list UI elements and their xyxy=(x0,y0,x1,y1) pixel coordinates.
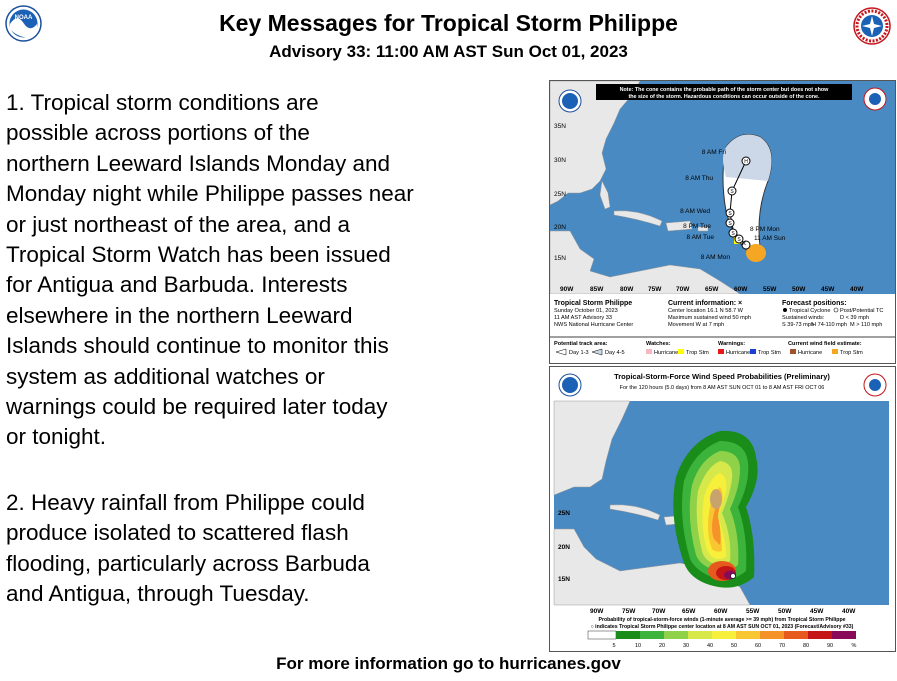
hurricane-warning-swatch xyxy=(718,349,724,354)
sustained-h: H 74-110 mph xyxy=(812,322,848,328)
lon-label: 40W xyxy=(842,608,856,615)
sustained-s: S 39-73 mph xyxy=(782,322,815,328)
ts-watch-label: Trop Stm xyxy=(686,350,709,356)
scale-label: 40 xyxy=(706,643,714,649)
message-line: system as additional watches or xyxy=(6,363,325,389)
scale-swatch xyxy=(616,631,640,639)
prob-title: Tropical-Storm-Force Wind Speed Probabilities (Preliminary) xyxy=(614,372,830,381)
message-line: 1. Tropical storm conditions are xyxy=(6,90,319,115)
warnings-label: Warnings: xyxy=(718,341,746,347)
forecast-positions-title: Forecast positions: xyxy=(782,300,847,307)
lon-label: 55W xyxy=(763,286,777,293)
scale-label: 80 xyxy=(802,643,810,649)
scale-label: 20 xyxy=(658,643,666,649)
scale-swatch xyxy=(664,631,688,639)
tc-symbol xyxy=(783,308,787,312)
message-line: northern Leeward Islands Monday and xyxy=(6,150,390,176)
current-position-marker: × xyxy=(741,239,747,248)
track-area-label: Potential track area: xyxy=(554,341,608,347)
storm-center-marker xyxy=(731,574,736,579)
lon-label: 65W xyxy=(705,286,719,293)
sustained-m: M > 110 mph xyxy=(850,322,883,328)
probability-scale xyxy=(588,631,856,639)
lon-label: 70W xyxy=(652,608,666,615)
track-label: 8 AM Thu xyxy=(685,175,713,182)
lon-label: 55W xyxy=(746,608,760,615)
wind-probability-graphic xyxy=(549,366,896,652)
message-line: or just northeast of the area, and a xyxy=(6,211,350,237)
lon-label: 60W xyxy=(734,286,748,293)
message-line: 2. Heavy rainfall from Philippe could xyxy=(6,490,365,515)
day13-label: Day 1-3 xyxy=(569,350,589,356)
hurricane-warning-label: Hurricane xyxy=(726,350,751,356)
storm-symbol: S xyxy=(731,231,735,237)
scale-label: 10 xyxy=(634,643,642,649)
message-line: and Antigua, through Tuesday. xyxy=(6,581,310,607)
ts-warning-label: Trop Stm xyxy=(758,350,781,356)
current-movement: Movement W at 7 mph xyxy=(668,322,725,328)
message-line: possible across portions of the xyxy=(6,120,310,146)
message-line: elsewhere in the northern Leeward xyxy=(6,302,353,328)
page-title: Key Messages for Tropical Storm Philippe xyxy=(219,10,678,36)
lat-label: 15N xyxy=(554,255,566,262)
message-line: for Antigua and Barbuda. Interests xyxy=(6,272,348,298)
scale-label: 90 xyxy=(826,643,834,649)
scale-swatch xyxy=(784,631,808,639)
lat-label: 20N xyxy=(558,544,570,551)
lon-label: 90W xyxy=(590,608,604,615)
message-line: produce isolated to scattered flash xyxy=(6,520,349,546)
noaa-small-logo-inner xyxy=(562,377,578,393)
day45-label: Day 4-5 xyxy=(605,350,625,356)
scale-swatch xyxy=(588,631,616,639)
hurricane-wind-label: Hurricane xyxy=(798,350,823,356)
track-label: 8 AM Fri xyxy=(701,149,726,156)
page-subtitle: Advisory 33: 11:00 AM AST Sun Oct 01, 2023 xyxy=(269,42,628,61)
storm-center: NWS National Hurricane Center xyxy=(554,322,634,328)
ts-wind-label: Trop Stm xyxy=(840,350,863,356)
lon-label: 75W xyxy=(648,286,662,293)
lon-label: 45W xyxy=(821,286,835,293)
lon-label: 45W xyxy=(810,608,824,615)
message-line: warnings could be required later today xyxy=(6,394,388,420)
storm-advisory: 11 AM AST Advisory 33 xyxy=(554,315,612,321)
scale-label: 60 xyxy=(754,643,762,649)
lat-label: 20N xyxy=(554,224,566,231)
current-info-title: Current information: × xyxy=(668,300,743,307)
scale-label: 70 xyxy=(778,643,786,649)
storm-symbol: S xyxy=(730,189,734,195)
track-label: 8 PM Tue xyxy=(683,223,711,230)
prob-north-core xyxy=(710,489,722,509)
cone-graphic xyxy=(549,80,896,364)
nws-small-logo-inner xyxy=(869,93,881,105)
current-wind: Maximum sustained wind 50 mph xyxy=(668,315,752,321)
key-message-1 xyxy=(6,88,546,453)
ts-warning-swatch xyxy=(750,349,756,354)
scale-label: 50 xyxy=(730,643,738,649)
lat-label: 30N xyxy=(554,157,566,164)
nws-small-logo-inner xyxy=(869,379,881,391)
lon-label: 70W xyxy=(676,286,690,293)
storm-symbol: S xyxy=(728,211,732,217)
sustained-d: D < 39 mph xyxy=(840,315,870,321)
lon-label: 50W xyxy=(792,286,806,293)
lon-label: 80W xyxy=(620,286,634,293)
track-label: 11 AM Sun xyxy=(754,235,786,242)
lon-label: 60W xyxy=(714,608,728,615)
track-label: 8 AM Mon xyxy=(700,254,730,261)
noaa-small-logo-inner xyxy=(562,93,578,109)
hurricane-watch-label: Hurricane xyxy=(654,350,679,356)
ts-watch-swatch xyxy=(678,349,684,354)
prob-footer-line: ○ indicates Tropical Storm Philippe center location at 8 AM AST SUN OCT 01, 2023 (Forecast/Advisory #33) xyxy=(590,624,854,630)
storm-date: Sunday October 01, 2023 xyxy=(554,308,618,314)
message-line: Islands should continue to monitor this xyxy=(6,333,389,359)
message-line: Tropical Storm Watch has been issued xyxy=(6,242,391,268)
storm-symbol: S xyxy=(737,237,741,243)
message-line: or tonight. xyxy=(6,424,107,450)
storm-symbol: H xyxy=(744,159,748,165)
lon-label: 75W xyxy=(622,608,636,615)
track-label: 8 AM Wed xyxy=(680,208,710,215)
storm-symbol: S xyxy=(728,221,732,227)
lat-label: 15N xyxy=(558,576,570,583)
track-label: 8 AM Tue xyxy=(686,234,714,241)
lat-label: 25N xyxy=(558,510,570,517)
footer-link-text: For more information go to hurricanes.gov xyxy=(276,654,621,673)
hurricane-wind-swatch xyxy=(790,349,796,354)
scale-swatch xyxy=(760,631,784,639)
cone-note-line: the size of the storm. Hazardous conditions can occur outside of the cone. xyxy=(628,94,820,100)
scale-swatch xyxy=(688,631,712,639)
tc-label: Tropical Cyclone xyxy=(789,308,831,314)
lon-label: 65W xyxy=(682,608,696,615)
message-line: flooding, particularly across Barbuda xyxy=(6,550,370,576)
prob-subtitle: For the 120 hours (5.0 days) from 8 AM AST SUN OCT 01 to 8 AM AST FRI OCT 06 xyxy=(619,385,825,391)
scale-swatch xyxy=(832,631,856,639)
scale-swatch xyxy=(736,631,760,639)
watches-label: Watches: xyxy=(646,341,671,347)
wind-field-label: Current wind field estimate: xyxy=(788,341,862,347)
ptc-symbol xyxy=(834,308,838,312)
scale-swatch xyxy=(712,631,736,639)
lon-label: 50W xyxy=(778,608,792,615)
cone-note-line: Note: The cone contains the probable path of the storm center but does not show xyxy=(619,87,829,93)
ptc-label: Post/Potential TC xyxy=(840,308,884,314)
scale-label: 30 xyxy=(682,643,690,649)
scale-label: 5 xyxy=(612,643,616,649)
prob-footer-line: Probability of tropical-storm-force winds (1-minute average >= 39 mph) from Tropical Storm Philippe xyxy=(598,617,846,623)
lon-label: 85W xyxy=(590,286,604,293)
lat-label: 35N xyxy=(554,123,566,130)
noaa-logo-text: NOAA xyxy=(14,15,33,21)
nws-logo xyxy=(853,7,891,45)
scale-swatch xyxy=(640,631,664,639)
scale-swatch xyxy=(808,631,832,639)
current-location: Center location 16.1 N 58.7 W xyxy=(668,308,743,314)
hurricane-watch-swatch xyxy=(646,349,652,354)
track-label: 8 PM Mon xyxy=(750,226,780,233)
storm-name: Tropical Storm Philippe xyxy=(554,300,633,307)
key-message-2 xyxy=(6,488,546,610)
message-line: Monday night while Philippe passes near xyxy=(6,181,414,207)
ts-wind-swatch xyxy=(832,349,838,354)
lon-label: 90W xyxy=(560,286,574,293)
scale-label: % xyxy=(851,643,857,649)
lat-label: 25N xyxy=(554,191,566,198)
lon-label: 40W xyxy=(850,286,864,293)
sustained-label: Sustained winds: xyxy=(782,315,825,321)
